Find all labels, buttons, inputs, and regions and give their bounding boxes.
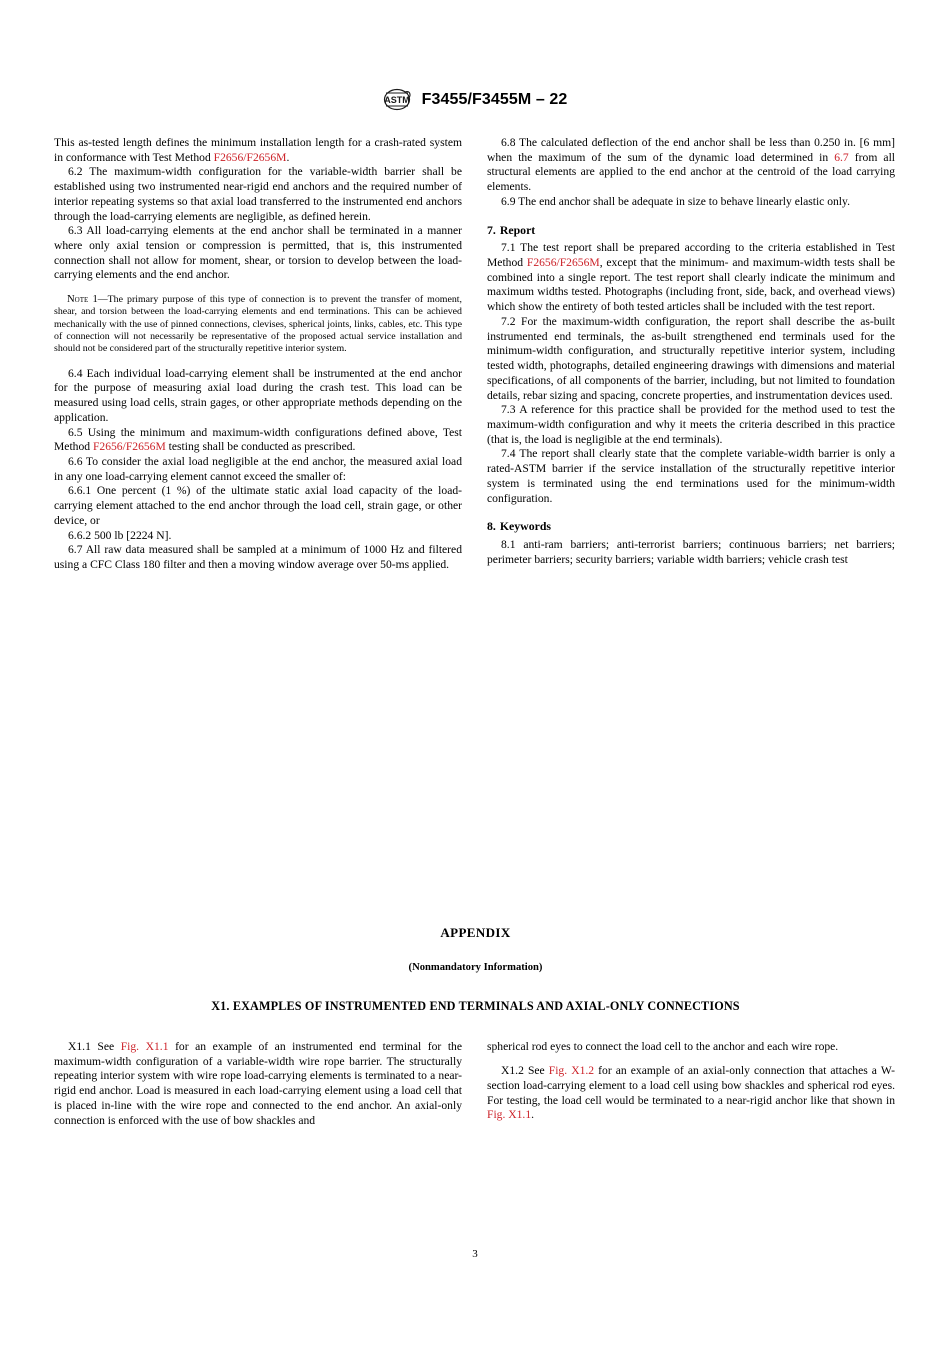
p71-text-after: , except that the minimum- and maximum-width tests shall be combined into a single report. The test report shall clearly indicate the minimum and maximum widths tested. Photographs (including front, side, back, and overhead views) which show the entirety of both tested articles shall be included with the test report. [487, 256, 895, 314]
reference-link-fig-x1-1b[interactable]: Fig. X1.1 [487, 1108, 532, 1122]
x11-text-after: for an example of an instrumented end terminal for the maximum-width configuration of a variable-width wire rope barrier. The structurally repeating interior system with wire rope load-carrying elements is terminated to a near-rigid end anchor. Load is measured in each load-carrying element using a load cell that is placed in-line with the wire rope and connected to the end anchor. An axial-only connection is enforced with the use of bow shackles and [54, 1040, 462, 1127]
paragraph-6-6-1: 6.6.1 One percent (1 %) of the ultimate static axial load capacity of the load-carrying element attached to the end anchor through the load cell, strain gage, or other device, or [54, 484, 462, 527]
paragraph-6-8 [487, 136, 895, 195]
note-text: The primary purpose of this type of connection is to prevent the transfer of moment, shear, and torsion between the load-carrying elements and end terminations. This can be achieved mechanically with the use of pinned connections, clevises, spherical joints, links, cables, etc. This type of connection will not necessarily be representative of the proposed actual service installation and should not be considered part of the structurally repetitive interior system. [54, 294, 463, 355]
section-heading-8 [487, 519, 895, 534]
note-1 [54, 294, 462, 355]
paragraph-6-5 [54, 426, 462, 455]
paragraph-7-2: 7.2 For the maximum-width configuration, the report shall describe the as-built instrumented end terminals, the as-built strengthened end terminals used for the minimum-width configuration, and structurally repetitive interior system, including tested width, photographs, detailed engineering drawings with dimensions and material specifications, of all components of the barrier, including, but not limited to foundation details, rebar sizing and spacing, concrete properties, and instrumentation devices used. [487, 314, 895, 402]
paragraph-6-7: 6.7 All raw data measured shall be sampled at a minimum of 1000 Hz and filtered using a CFC Class 180 filter and then a moving window average over 50-ms applied. [54, 543, 462, 572]
page-header [0, 88, 950, 111]
section-7-number: 7. [487, 222, 496, 237]
svg-text:ASTM: ASTM [383, 95, 410, 105]
appendix-subtitle: (Nonmandatory Information) [408, 962, 543, 973]
reference-link-f2656[interactable]: F2656/F2656M [213, 150, 287, 164]
reference-link-fig-x1-2[interactable]: Fig. X1.2 [548, 1064, 595, 1078]
p71-text-before: 7.1 The test report shall be prepared according to the criteria established in Test Method [487, 241, 895, 270]
paragraph-6-4: 6.4 Each individual load-carrying element shall be instrumented at the end anchor for the purpose of measuring axial load during the crash test. This load can be measured using load cells, strain gages, or other appropriate methods depending on the application. [54, 366, 462, 424]
p65-text-after: testing shall be conducted as prescribed. [165, 440, 356, 454]
standard-designation: F3455/F3455M – 22 [421, 90, 568, 108]
paragraph-8-1: 8.1 anti-ram barriers; anti-terrorist barriers; continuous barriers; net barriers; perimeter barriers; security barriers; variable width barriers; vehicle crash test [487, 537, 895, 566]
paragraph-7-3: 7.3 A reference for this practice shall be provided for the method used to test the maximum-width configuration and why it meets the criteria described in this practice (that is, the load is negligible at the end terminals). [487, 403, 895, 446]
paragraph-6-6: 6.6 To consider the axial load negligible at the end anchor, the measured axial load in any one load-carrying element cannot exceed the smaller of: [54, 454, 462, 483]
paragraph-6-2: 6.2 The maximum-width configuration for the variable-width barrier shall be established using two instrumented near-rigid end anchors and the required number of interior repeating systems so that axial load transferred to the instrumented end anchors through the load-carrying elements are negligible, as defined herein. [54, 165, 462, 223]
appendix-left-column [54, 1040, 462, 1128]
appendix-right-column [487, 1040, 895, 1123]
paragraph-7-4: 7.4 The report shall clearly state that the complete variable-width barrier is only a rated-ASTM barrier if the service installation of the structurally repetitive interior system is terminated using the end terminations used for the minimum-width configuration. [487, 447, 895, 505]
x12-text-after: . [531, 1108, 535, 1122]
p68-text-after: from all structural elements are applied to the end anchor at the centroid of the load carrying elements. [487, 150, 896, 194]
right-text-column [487, 136, 895, 567]
x11-text-before: X1.1 See [68, 1040, 121, 1053]
astm-logo-icon [383, 88, 413, 111]
page-number: 3 [472, 1248, 478, 1260]
appendix-title: APPENDIX [440, 925, 511, 940]
reference-link-f2656-2[interactable]: F2656/F2656M [92, 440, 166, 454]
note-label: Note 1 [67, 294, 98, 306]
paragraph-x1-1 [54, 1040, 462, 1128]
paragraph-6-6-2: 6.6.2 500 lb [2224 N]. [68, 528, 172, 542]
x12-text-before: X1.2 See [501, 1064, 549, 1078]
appendix-x1-heading: X1. EXAMPLES OF INSTRUMENTED END TERMINALS AND AXIAL-ONLY CONNECTIONS [211, 999, 740, 1013]
reference-link-f2656-3[interactable]: F2656/F2656M [526, 256, 600, 270]
continued-text-before: This as-tested length defines the minimum installation length for a crash-rated system in conformance with Test Method [54, 136, 462, 164]
paragraph-6-3: 6.3 All load-carrying elements at the end anchor shall be terminated in a manner where only axial tension or compression is permitted, that is, this instrumented connection shall not allow for moment, shear, or torsion to develop between the load-carrying elements and the end anchor. [54, 224, 462, 282]
section-7-title: Report [499, 222, 536, 237]
paragraph-continued [54, 136, 462, 165]
paragraph-7-1 [487, 241, 895, 315]
section-heading-7 [487, 223, 895, 238]
paragraph-x1-2 [487, 1064, 895, 1123]
section-8-title: Keywords [499, 519, 551, 534]
left-text-column [54, 136, 462, 573]
appendix-headings [54, 925, 897, 1014]
reference-link-6-7[interactable]: 6.7 [834, 150, 849, 164]
note-dash: — [97, 294, 108, 306]
reference-link-fig-x1-1[interactable]: Fig. X1.1 [120, 1040, 169, 1053]
p68-text-before: 6.8 The calculated deflection of the end anchor shall be less than 0.250 in. [6 mm] when the maximum of the sum of the dynamic load determined in [487, 136, 895, 164]
continued-text-after: . [286, 150, 290, 164]
paragraph-6-9: 6.9 The end anchor shall be adequate in size to behave linearly elastic only. [501, 194, 850, 208]
x12-text-mid: for an example of an axial-only connection that attaches a W-section load-carrying element to a load cell using bow shackles and spherical rod eyes. For testing, the load cell would be terminated to a near-rigid anchor like that shown in [487, 1064, 895, 1107]
p65-text-before: 6.5 Using the minimum and maximum-width configurations defined above, Test Method [54, 425, 462, 454]
section-8-number: 8. [487, 519, 496, 534]
paragraph-x1-1-continued: spherical rod eyes to connect the load cell to the anchor and each wire rope. [487, 1040, 839, 1053]
